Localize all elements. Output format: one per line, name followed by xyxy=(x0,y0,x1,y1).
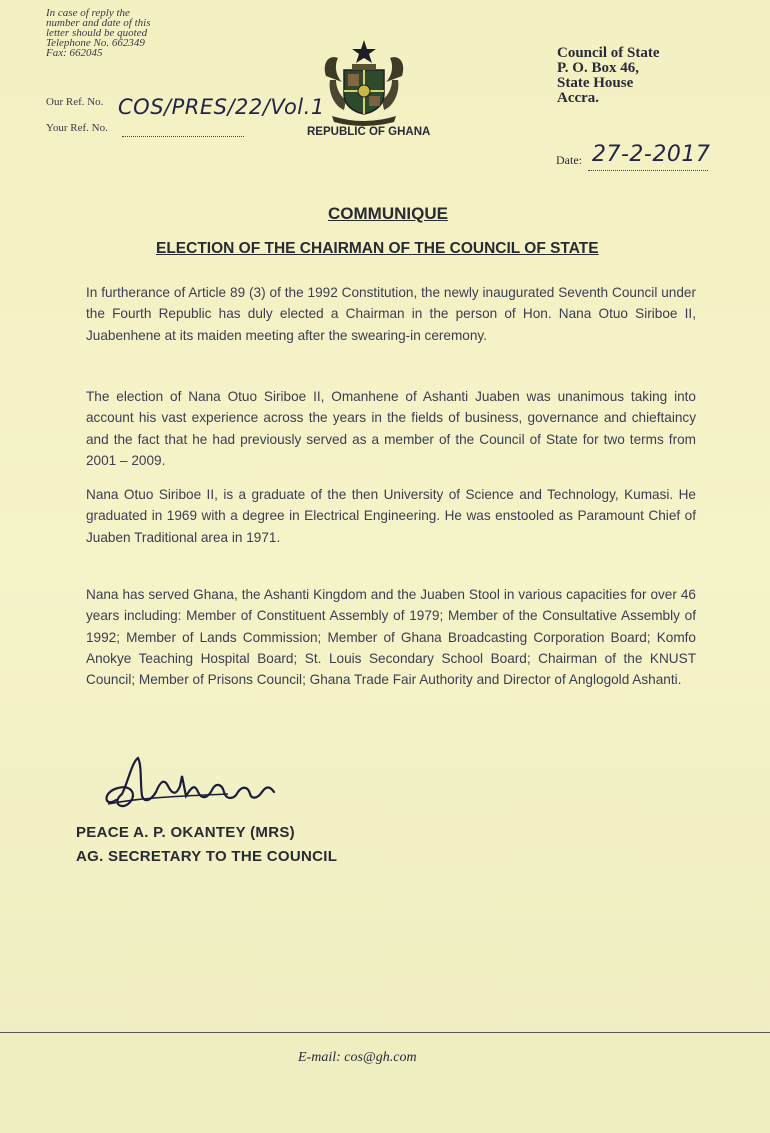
address-line: Council of State xyxy=(557,45,660,61)
reply-note-line: letter should be quoted xyxy=(46,27,148,39)
ghana-coat-of-arms-emblem xyxy=(318,36,410,126)
document-subtitle: ELECTION OF THE CHAIRMAN OF THE COUNCIL OF STATE xyxy=(156,240,599,257)
document-title: COMMUNIQUE xyxy=(328,204,448,223)
footer-divider xyxy=(0,1032,770,1033)
reply-note-line: In case of reply the xyxy=(46,7,130,19)
your-ref-blank-line xyxy=(122,136,244,137)
address-line: State House xyxy=(557,75,634,91)
sender-address xyxy=(557,46,660,106)
paragraph: Nana Otuo Siriboe II, is a graduate of the then University of Science and Technology, Kumasi. He graduated in 1969 with a degree in Electrical Engineering. He was enstooled as Paramount Chief of Juaben Traditional area in 1971. xyxy=(86,487,696,545)
our-ref-value: COS/PRES/22/Vol.1 xyxy=(118,95,325,119)
date-value: 27-2-2017 xyxy=(592,142,711,167)
fax-line: Fax: 662045 xyxy=(46,47,103,59)
signatory-title: AG. SECRETARY TO THE COUNCIL xyxy=(76,848,338,865)
our-ref-label: Our Ref. No. xyxy=(46,96,104,108)
address-line: P. O. Box 46, xyxy=(557,60,639,76)
handwritten-signature xyxy=(98,752,298,822)
date-label: Date: xyxy=(556,153,582,167)
paragraph: In furtherance of Article 89 (3) of the 1992 Constitution, the newly inaugurated Seventh Council under the Fourth Republic has duly elected a Chairman in the person of Hon. Nana Otuo Siriboe II, Juabenhene at its maiden meeting after the swearing-in ceremony. xyxy=(86,285,696,343)
address-line: Accra. xyxy=(557,90,600,106)
telephone-line: Telephone No. 662349 xyxy=(46,37,145,49)
date-blank-line xyxy=(588,170,708,171)
reply-note xyxy=(46,8,196,58)
your-ref-label: Your Ref. No. xyxy=(46,122,108,134)
republic-of-ghana-caption: REPUBLIC OF GHANA xyxy=(307,126,431,138)
signatory-name: PEACE A. P. OKANTEY (MRS) xyxy=(76,824,295,841)
reply-note-line: number and date of this xyxy=(46,17,151,29)
paragraph: The election of Nana Otuo Siriboe II, Omanhene of Ashanti Juaben was unanimous taking into account his vast experience across the years in the fields of business, governance and chieftaincy and the fact that he had previously served as a member of the Council of State for two terms from 2001 – 2009. xyxy=(86,389,696,468)
paragraph: Nana has served Ghana, the Ashanti Kingdom and the Juaben Stool in various capacities for over 46 years including: Member of Constituent Assembly of 1979; Member of the Consultative Assembly of 1992; Member of Lands Commission; Member of Ghana Broadcasting Corporation Board; Komfo Anokye Teaching Hospital Board; St. Louis Secondary School Board; Chairman of the KNUST Council; Member of Prisons Council; Ghana Trade Fair Authority and Director of Anglogold Ashanti. xyxy=(86,587,696,688)
footer-email: E-mail: cos@gh.com xyxy=(298,1050,417,1065)
